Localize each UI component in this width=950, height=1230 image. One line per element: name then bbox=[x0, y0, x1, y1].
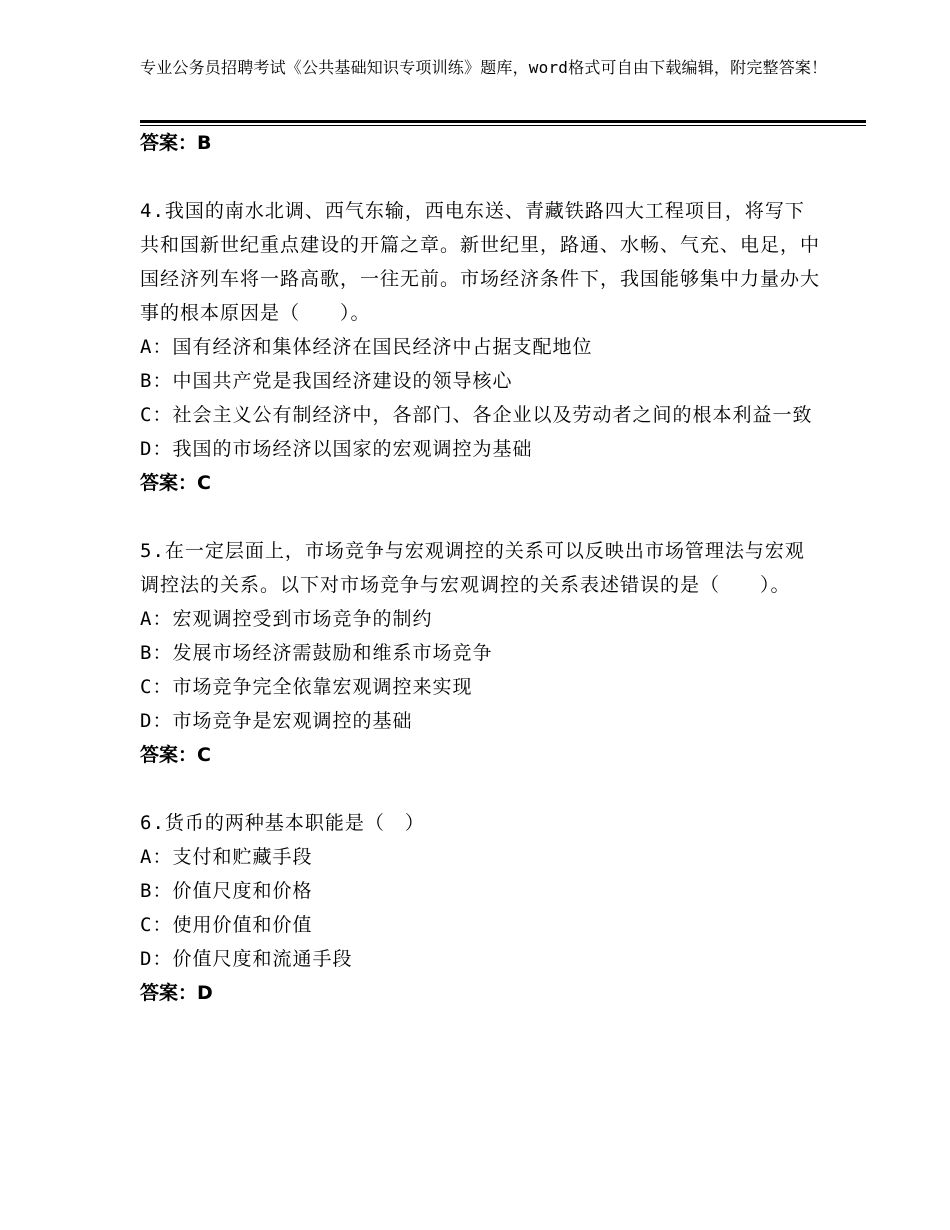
option-d: D：我国的市场经济以国家的宏观调控为基础 bbox=[140, 438, 533, 460]
prev-answer bbox=[140, 126, 820, 160]
option-b: B：发展市场经济需鼓励和维系市场竞争 bbox=[140, 642, 493, 664]
option-c: C：使用价值和价值 bbox=[140, 914, 313, 936]
option-a: A：宏观调控受到市场竞争的制约 bbox=[140, 608, 433, 630]
option-b: B：中国共产党是我国经济建设的领导核心 bbox=[140, 370, 513, 392]
question-4 bbox=[140, 194, 820, 500]
option-a: A：国有经济和集体经济在国民经济中占据支配地位 bbox=[140, 336, 593, 358]
option-c: C：市场竞争完全依靠宏观调控来实现 bbox=[140, 676, 473, 698]
answer-label: 答案： bbox=[140, 982, 198, 1004]
answer-label: 答案： bbox=[140, 132, 198, 154]
option-a: A：支付和贮藏手段 bbox=[140, 846, 313, 868]
option-c: C：社会主义公有制经济中，各部门、各企业以及劳动者之间的根本利益一致 bbox=[140, 404, 813, 426]
header-divider-thick bbox=[140, 120, 866, 123]
question-list bbox=[140, 126, 820, 1010]
question-answer bbox=[140, 738, 820, 772]
option-d: D：市场竞争是宏观调控的基础 bbox=[140, 710, 413, 732]
question-5 bbox=[140, 534, 820, 772]
answer-label: 答案： bbox=[140, 472, 198, 494]
answer-value: C bbox=[197, 472, 211, 494]
answer-label: 答案： bbox=[140, 744, 198, 766]
answer-value: C bbox=[197, 744, 211, 766]
page-header: 专业公务员招聘考试《公共基础知识专项训练》题库，word格式可自由下载编辑，附完整答案！ bbox=[140, 58, 828, 77]
answer-value: D bbox=[197, 982, 213, 1004]
question-stem: 4.我国的南水北调、西气东输，西电东送、青藏铁路四大工程项目，将写下共和国新世纪重点建设的开篇之章。新世纪里，路通、水畅、气充、电足，中国经济列车将一路高歌，一往无前。市场经济条件下，我国能够集中力量办大事的根本原因是（ ）。 bbox=[140, 200, 821, 324]
question-6 bbox=[140, 806, 820, 1010]
question-answer bbox=[140, 976, 820, 1010]
answer-value: B bbox=[197, 132, 212, 154]
option-b: B：价值尺度和价格 bbox=[140, 880, 313, 902]
question-answer bbox=[140, 466, 820, 500]
option-d: D：价值尺度和流通手段 bbox=[140, 948, 353, 970]
question-stem: 5.在一定层面上，市场竞争与宏观调控的关系可以反映出市场管理法与宏观调控法的关系。以下对市场竞争与宏观调控的关系表述错误的是（ ）。 bbox=[140, 540, 805, 596]
question-stem: 6.货币的两种基本职能是（ ） bbox=[140, 812, 425, 834]
